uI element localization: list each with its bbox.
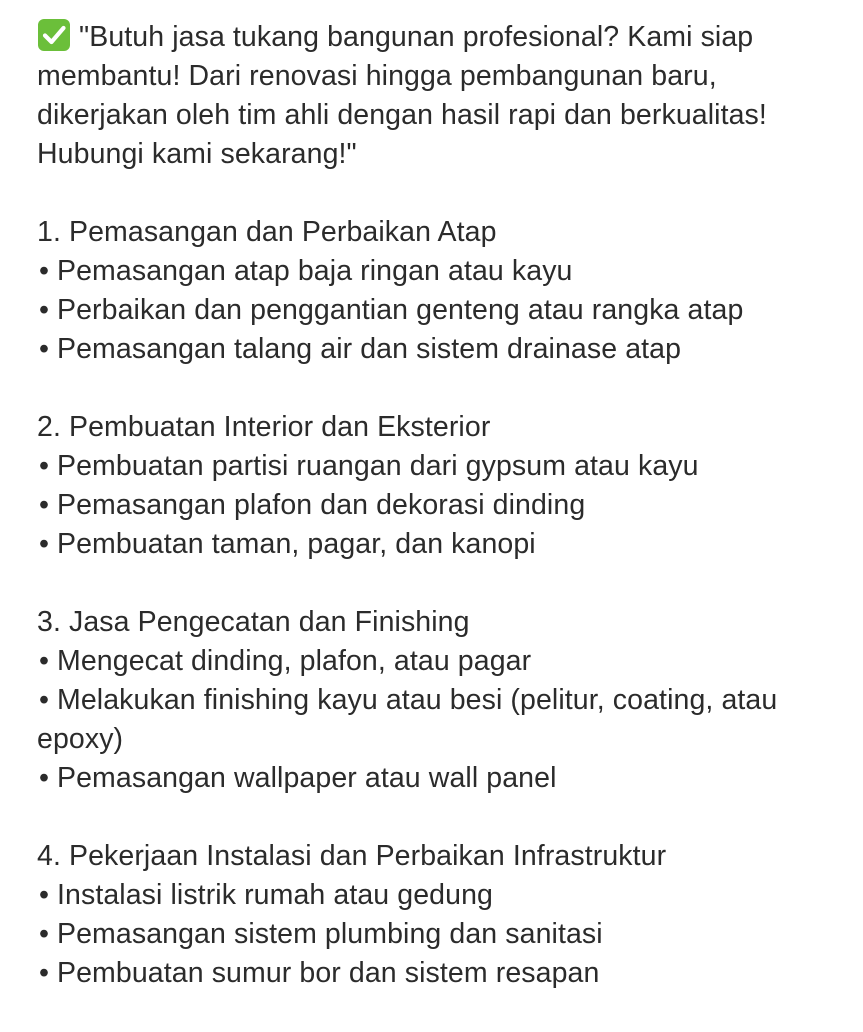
bullet-icon: • bbox=[39, 528, 50, 560]
service-section-interior bbox=[37, 408, 827, 564]
list-item: • Melakukan finishing kayu atau besi (pelitur, coating, atau epoxy) bbox=[37, 681, 827, 759]
service-section-infrastructure bbox=[37, 837, 827, 993]
bullet-icon: • bbox=[39, 762, 50, 794]
check-mark-button-icon bbox=[37, 18, 71, 52]
service-section-painting bbox=[37, 603, 827, 798]
bullet-icon: • bbox=[39, 684, 50, 716]
list-item: • Pemasangan plafon dan dekorasi dinding bbox=[37, 486, 827, 525]
list-item: • Pemasangan atap baja ringan atau kayu bbox=[37, 252, 827, 291]
bullet-icon: • bbox=[39, 333, 50, 365]
bullet-icon: • bbox=[39, 879, 50, 911]
section-title: 4. Pekerjaan Instalasi dan Perbaikan Infrastruktur bbox=[37, 840, 667, 872]
bullet-icon: • bbox=[39, 645, 50, 677]
bullet-icon: • bbox=[39, 918, 50, 950]
section-title: 2. Pembuatan Interior dan Eksterior bbox=[37, 411, 491, 443]
post-content bbox=[37, 18, 827, 1032]
bullet-icon: • bbox=[39, 450, 50, 482]
intro-paragraph bbox=[37, 18, 827, 174]
bullet-icon: • bbox=[39, 294, 50, 326]
list-item: • Instalasi listrik rumah atau gedung bbox=[37, 876, 827, 915]
list-item: • Pemasangan sistem plumbing dan sanitasi bbox=[37, 915, 827, 954]
bullet-icon: • bbox=[39, 255, 50, 287]
section-title: 3. Jasa Pengecatan dan Finishing bbox=[37, 606, 470, 638]
list-item: • Pembuatan taman, pagar, dan kanopi bbox=[37, 525, 827, 564]
list-item: • Pembuatan partisi ruangan dari gypsum atau kayu bbox=[37, 447, 827, 486]
list-item: • Perbaikan dan penggantian genteng atau rangka atap bbox=[37, 291, 827, 330]
list-item: • Pembuatan sumur bor dan sistem resapan bbox=[37, 954, 827, 993]
service-section-roof bbox=[37, 213, 827, 369]
list-item: • Pemasangan wallpaper atau wall panel bbox=[37, 759, 827, 798]
list-item: • Pemasangan talang air dan sistem drainase atap bbox=[37, 330, 827, 369]
bullet-icon: • bbox=[39, 957, 50, 989]
section-title: 1. Pemasangan dan Perbaikan Atap bbox=[37, 216, 497, 248]
bullet-icon: • bbox=[39, 489, 50, 521]
intro-text: "Butuh jasa tukang bangunan profesional? Kami siap membantu! Dari renovasi hingga pembangunan baru, dikerjakan oleh tim ahli dengan hasil rapi dan berkualitas! Hubungi kami sekarang!" bbox=[37, 21, 767, 170]
list-item: • Mengecat dinding, plafon, atau pagar bbox=[37, 642, 827, 681]
